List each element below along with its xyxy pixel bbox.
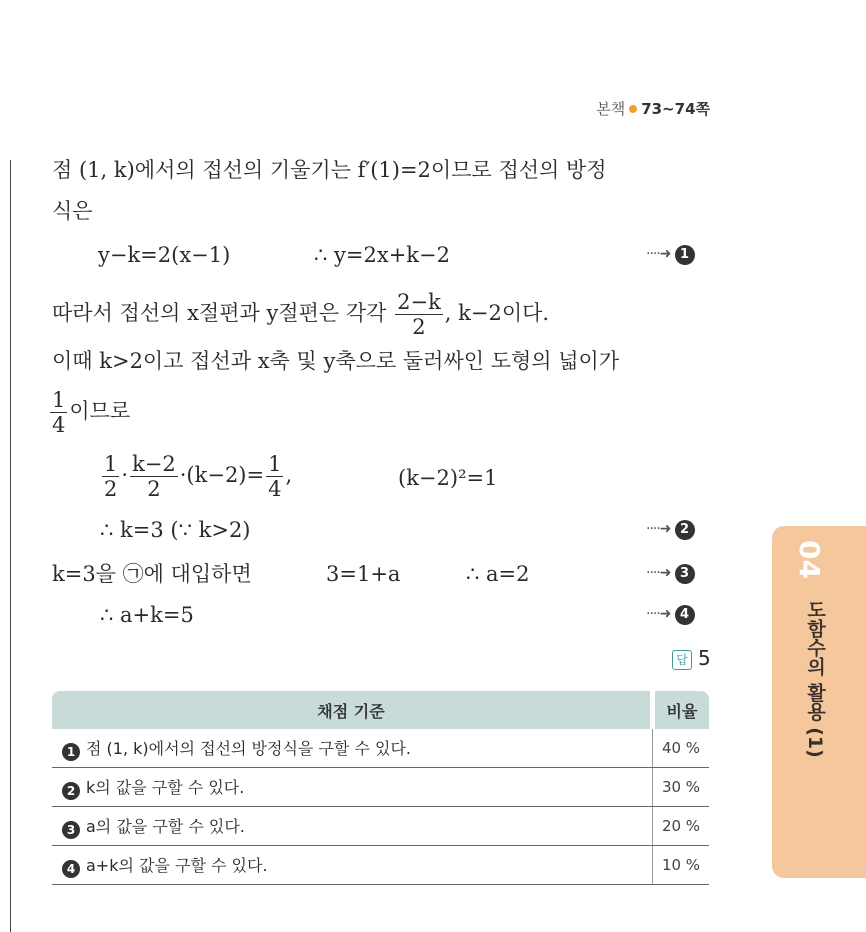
circled-number-icon: 2 [62,782,80,800]
comma: , [285,463,293,487]
equation-tangent-solved: ∴ y=2x+k−2 [314,243,450,267]
equation-tangent: y−k=2(x−1) [98,243,231,267]
area-text: 이므로 [69,399,131,423]
solution-line-substitute: k=3을 ㉠에 대입하면 [52,562,252,586]
step-marker-2 [646,520,695,540]
table-row [52,807,709,846]
equation-a-value: ∴ a=2 [466,562,530,586]
dotted-arrow-icon: ····➜ [646,565,671,581]
criteria-text: 점 (1, k)에서의 접선의 방정식을 구할 수 있다. [86,738,411,758]
header-criteria: 채점 기준 [52,691,653,729]
table-row [52,846,709,885]
equation-sum: ∴ a+k=5 [100,603,194,627]
equation-area [100,452,292,501]
step-marker-4 [646,605,695,625]
fraction-denominator: 2 [147,477,161,501]
step-marker-3 [646,564,695,584]
table-header-row [52,691,709,729]
dot-icon [629,105,637,113]
criteria-cell [52,807,653,846]
intercepts-text-end: , k−2이다. [444,301,550,325]
circled-number-icon: 4 [675,605,695,625]
chapter-title: 도함수의 활용 (1) [804,600,826,758]
step-marker-1 [646,245,695,265]
dotted-arrow-icon: ····➜ [646,246,671,262]
solution-line-area: 이때 k>2이고 접선과 x축 및 y축으로 둘러싸인 도형의 넓이가 [52,349,620,373]
equation-k-value: ∴ k=3 (∵ k>2) [100,518,251,542]
margin-rule [10,160,11,932]
page-reference [560,98,710,119]
criteria-text: k의 값을 구할 수 있다. [86,777,245,797]
ratio-cell: 40 % [653,729,710,768]
ratio-cell: 20 % [653,807,710,846]
grading-rubric-table [52,691,709,885]
solution-line-2: 식은 [52,199,93,223]
table-row [52,768,709,807]
fraction [266,452,283,501]
fraction-numerator: 1 [104,452,118,476]
ratio-cell: 30 % [653,768,710,807]
fraction-numerator: 2−k [397,290,441,314]
criteria-text: a+k의 값을 구할 수 있다. [86,855,268,875]
final-answer [672,646,711,670]
criteria-cell [52,768,653,807]
equation-square: (k−2)²=1 [398,466,498,490]
fraction-numerator: 1 [52,388,66,412]
dotted-arrow-icon: ····➜ [646,606,671,622]
equation-middle: ·(k−2)= [179,463,265,487]
chapter-number: 04 [793,540,826,579]
circled-number-icon: 4 [62,860,80,878]
criteria-cell [52,846,653,885]
dot-operator: · [121,463,129,487]
ratio-cell: 10 % [653,846,710,885]
circled-number-icon: 1 [675,245,695,265]
circled-number-icon: 1 [62,743,80,761]
chapter-side-tab [772,526,866,878]
fraction-numerator: k−2 [132,452,176,476]
solution-line-intercepts [52,290,549,339]
criteria-text: a의 값을 구할 수 있다. [86,816,245,836]
intercepts-text: 따라서 접선의 x절편과 y절편은 각각 [52,301,387,325]
solution-line-1: 점 (1, k)에서의 접선의 기울기는 f′(1)=2이므로 접선의 방정 [52,158,607,182]
equation-a: 3=1+a [326,562,401,586]
fraction-denominator: 2 [104,477,118,501]
circled-number-icon: 2 [675,520,695,540]
fraction-numerator: 1 [268,452,282,476]
fraction [130,452,178,501]
fraction [50,388,67,437]
solution-line-area-value [48,388,130,437]
circled-number-icon: 3 [675,564,695,584]
circled-number-icon: 3 [62,821,80,839]
fraction-denominator: 4 [268,477,282,501]
fraction-denominator: 4 [52,413,66,437]
answer-value: 5 [698,646,711,670]
fraction [102,452,119,501]
answer-icon: 답 [672,650,692,670]
page-range: 73~74쪽 [641,100,710,118]
fraction-denominator: 2 [412,315,426,339]
header-ratio: 비율 [653,691,710,729]
table-row [52,729,709,768]
book-label: 본책 [596,100,626,118]
dotted-arrow-icon: ····➜ [646,521,671,537]
fraction [395,290,443,339]
criteria-cell [52,729,653,768]
